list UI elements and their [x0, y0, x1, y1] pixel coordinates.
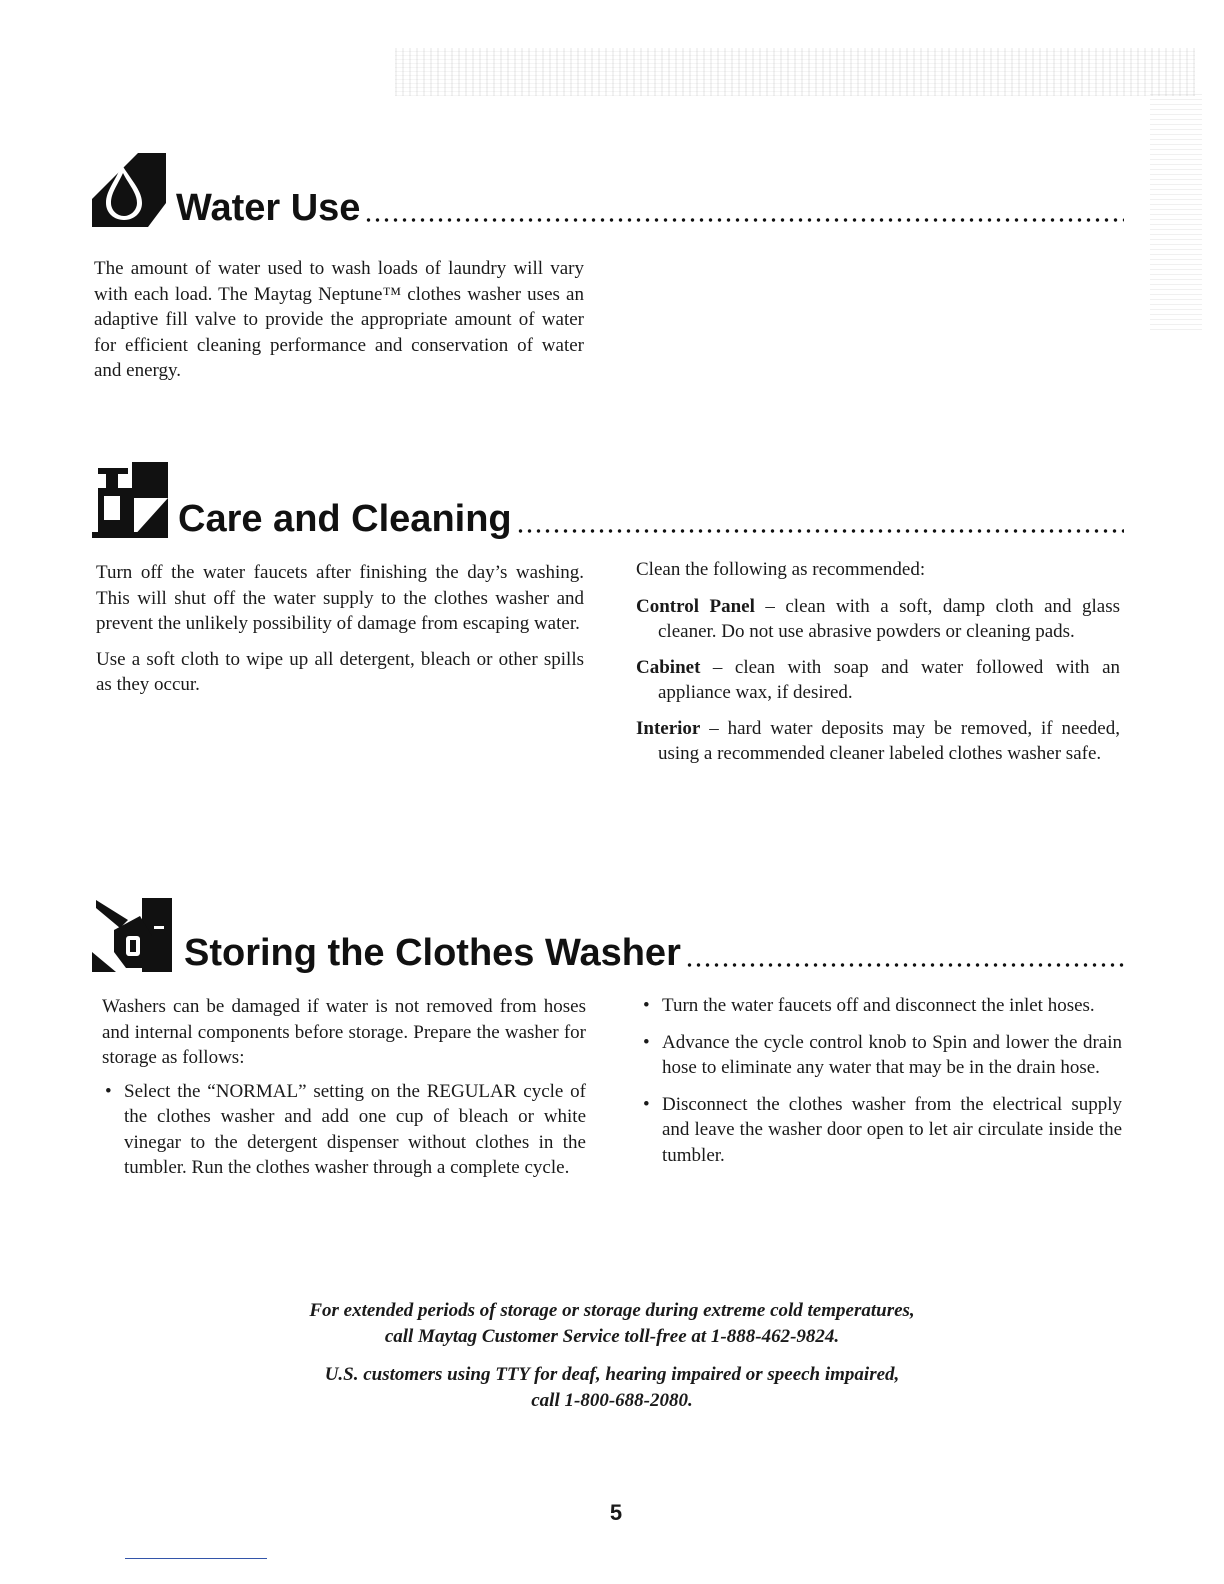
- list-item-text: Select the “NORMAL” setting on the REGULAR cycle of the clothes washer and add one cup of bleach or white vinegar to the detergent dispenser without clothes in the tumbler. Run the clothes washer through a complete cycle.: [124, 1080, 586, 1178]
- storage-note: [200, 1298, 1024, 1426]
- paragraph: The amount of water used to wash loads of laundry will vary with each load. The Maytag Neptune™ clothes washer uses an adaptive fill valve to provide the appropriate amount of water for efficient cleaning performance and conservation of water and energy.: [94, 258, 584, 381]
- list-item: [102, 1079, 586, 1181]
- care-cleaning-left: [96, 560, 584, 708]
- list-item-text: Disconnect the clothes washer from the electrical supply and leave the washer door open to let air circulate inside the tumbler.: [662, 1093, 1122, 1166]
- section-header-water-use: [92, 153, 1124, 227]
- bullet-icon: •: [643, 1031, 650, 1053]
- bullet-icon: •: [643, 1093, 650, 1115]
- page-number: 5: [609, 1500, 623, 1525]
- paragraph: Use a soft cloth to wipe up all detergent, bleach or other spills as they occur.: [96, 648, 584, 695]
- dot-leader: [685, 963, 1124, 967]
- definition-text: – hard water deposits may be removed, if needed, using a recommended cleaner labeled clothes washer safe.: [658, 717, 1120, 764]
- definition-item: [636, 716, 1120, 767]
- note-line: call 1-800-688-2080.: [531, 1390, 693, 1411]
- water-use-body: [94, 256, 584, 394]
- section-title: Care and Cleaning: [178, 498, 512, 540]
- definition-text: – clean with soap and water followed with an appliance wax, if desired.: [658, 656, 1120, 703]
- footer-rule: [125, 1558, 267, 1559]
- definition-item: [636, 594, 1120, 645]
- spray-bottle-icon: [92, 462, 168, 538]
- storage-box-icon: [92, 896, 174, 972]
- definition-text: – clean with a soft, damp cloth and glass cleaner. Do not use abrasive powders or cleaning pads.: [658, 595, 1120, 642]
- definition-term: Cabinet: [636, 656, 701, 678]
- paragraph: Turn off the water faucets after finishing the day’s washing. This will shut off the water supply to the clothes washer and prevent the unlikely possibility of damage from escaping water.: [96, 562, 584, 634]
- water-drop-icon: [92, 153, 166, 227]
- bullet-list: [640, 993, 1122, 1168]
- paragraph: Clean the following as recommended:: [636, 559, 926, 580]
- section-title: Storing the Clothes Washer: [184, 932, 681, 974]
- list-item-text: Advance the cycle control knob to Spin and lower the drain hose to eliminate any water that may be in the drain hose.: [662, 1031, 1122, 1078]
- storing-left: [102, 994, 586, 1192]
- bullet-list: [102, 1079, 586, 1181]
- note-paragraph: [200, 1362, 1024, 1414]
- paragraph: Washers can be damaged if water is not removed from hoses and internal components before storage. Prepare the washer for storage as follows:: [102, 996, 586, 1068]
- note-paragraph: [200, 1298, 1024, 1350]
- list-item: [640, 993, 1122, 1019]
- note-line: For extended periods of storage or storage during extreme cold temperatures,: [309, 1300, 915, 1321]
- list-item: [640, 1030, 1122, 1081]
- definition-term: Control Panel: [636, 595, 755, 617]
- section-title: Water Use: [176, 187, 361, 229]
- section-header-storing: [92, 896, 1124, 972]
- note-line: call Maytag Customer Service toll-free at 1-888-462-9824.: [384, 1326, 840, 1347]
- care-cleaning-right: [636, 557, 1120, 777]
- bullet-icon: •: [643, 995, 650, 1016]
- dot-leader: [364, 218, 1124, 222]
- scan-artifact: [395, 48, 1195, 96]
- definition-item: [636, 655, 1120, 706]
- dot-leader: [516, 529, 1124, 533]
- bullet-icon: •: [105, 1080, 112, 1102]
- list-item: [640, 1092, 1122, 1169]
- list-item-text: Turn the water faucets off and disconnect the inlet hoses.: [662, 995, 1095, 1016]
- definition-term: Interior: [636, 717, 701, 739]
- note-line: U.S. customers using TTY for deaf, hearing impaired or speech impaired,: [324, 1364, 900, 1385]
- section-header-care-cleaning: [92, 462, 1124, 538]
- scan-artifact-edge: [1150, 90, 1202, 330]
- storing-right: [640, 993, 1122, 1179]
